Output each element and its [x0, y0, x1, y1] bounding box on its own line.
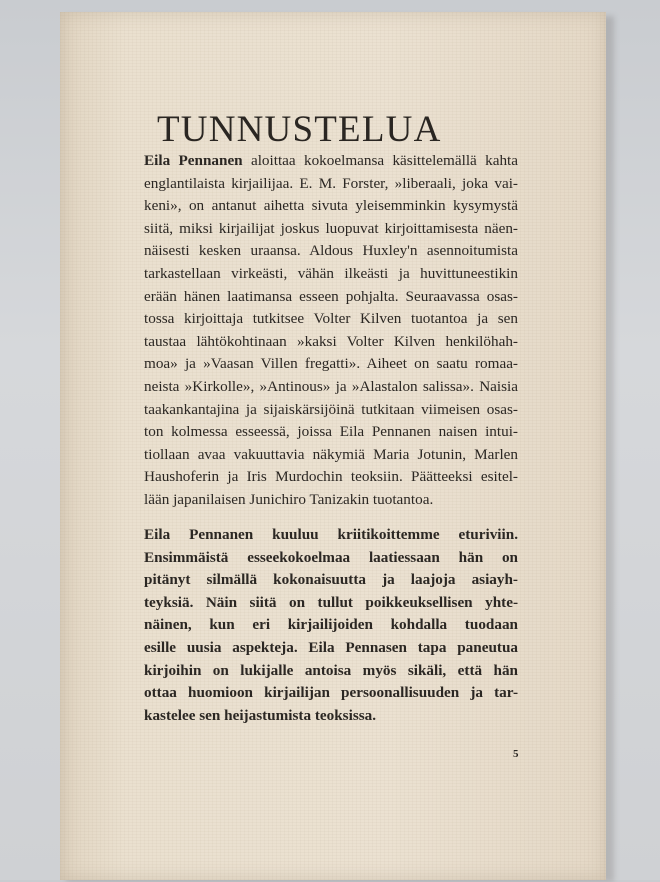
text-line: Ensimmäistä esseekokoelmaa laatiessaan hän on: [144, 548, 518, 566]
text-line-content: aloittaa kokoelmansa käsittelemällä kahta: [242, 152, 518, 169]
text-line: näisesti kesken uraansa. Aldous Huxley'n asennoitumista: [144, 242, 518, 260]
text-line: moa» ja »Vaasan Villen fregatti». Aiheet on saatu romaa-: [144, 355, 518, 373]
text-line: keni», on antanut aihetta sivuta yleisemminkin kysymystä: [144, 197, 518, 215]
book-back-cover: [60, 12, 606, 880]
text-line: tiollaan avaa vakuuttavia näkymiä Maria Jotunin, Marlen: [144, 445, 518, 463]
text-line: englantilaista kirjailijaa. E. M. Forster, »liberaali, joka vai-: [144, 174, 518, 192]
author-statement-paragraph: [144, 524, 518, 727]
page-number: 5: [513, 748, 519, 760]
text-line: pitänyt silmällä kokonaisuutta ja laajoja asiayh-: [144, 571, 518, 589]
text-line: lään japanilaisen Junichiro Tanizakin tuotantoa.: [144, 490, 434, 508]
text-line: teyksiä. Näin siitä on tullut poikkeuksellisen yhte-: [144, 593, 518, 611]
text-line: taustaa lähtökohtinaan »kaksi Volter Kilven henkilöhah-: [144, 332, 518, 350]
text-line: neista »Kirkolle», »Antinous» ja »Alastalon salissa». Naisia: [144, 377, 518, 395]
description-paragraph: [144, 150, 518, 512]
text-line: taakankantajina ja sijaiskärsijöinä tutkitaan viimeisen osas-: [144, 400, 518, 418]
text-line: Eila Pennanen kuuluu kriitikoittemme eturiviin.: [144, 526, 518, 543]
book-title: TUNNUSTELUA: [157, 109, 442, 150]
text-line: siitä, miksi kirjailijat joskus luopuvat kirjoittamisesta näen-: [144, 219, 518, 237]
text-line: Haushoferin ja Iris Murdochin teoksiin. Päätteeksi esitel-: [144, 468, 518, 486]
text-line: tarkastellaan virkeästi, vähän ilkeästi ja huvittuneestikin: [144, 264, 518, 282]
text-line: näinen, kun eri kirjailijoiden kohdalla tuodaan: [144, 616, 518, 634]
author-name: Eila Pennanen: [144, 152, 243, 169]
text-line: ottaa huomioon kirjailijan persoonallisuuden ja tar-: [144, 684, 518, 702]
text-line: [144, 150, 518, 173]
text-line: ton kolmessa esseessä, joissa Eila Pennanen naisen intui-: [144, 423, 518, 441]
text-line: kirjoihin on lukijalle antoisa myös sikäli, että hän: [144, 661, 518, 679]
text-line: tossa kirjoittaja tutkitsee Volter Kilven tuotantoa ja sen: [144, 310, 518, 328]
text-line: erään hänen laatimansa esseen pohjalta. Seuraavassa osas-: [144, 287, 518, 305]
text-line: kastelee sen heijastumista teoksissa.: [144, 706, 377, 724]
text-line: esille uusia aspekteja. Eila Pennasen tapa paneutua: [144, 638, 518, 656]
